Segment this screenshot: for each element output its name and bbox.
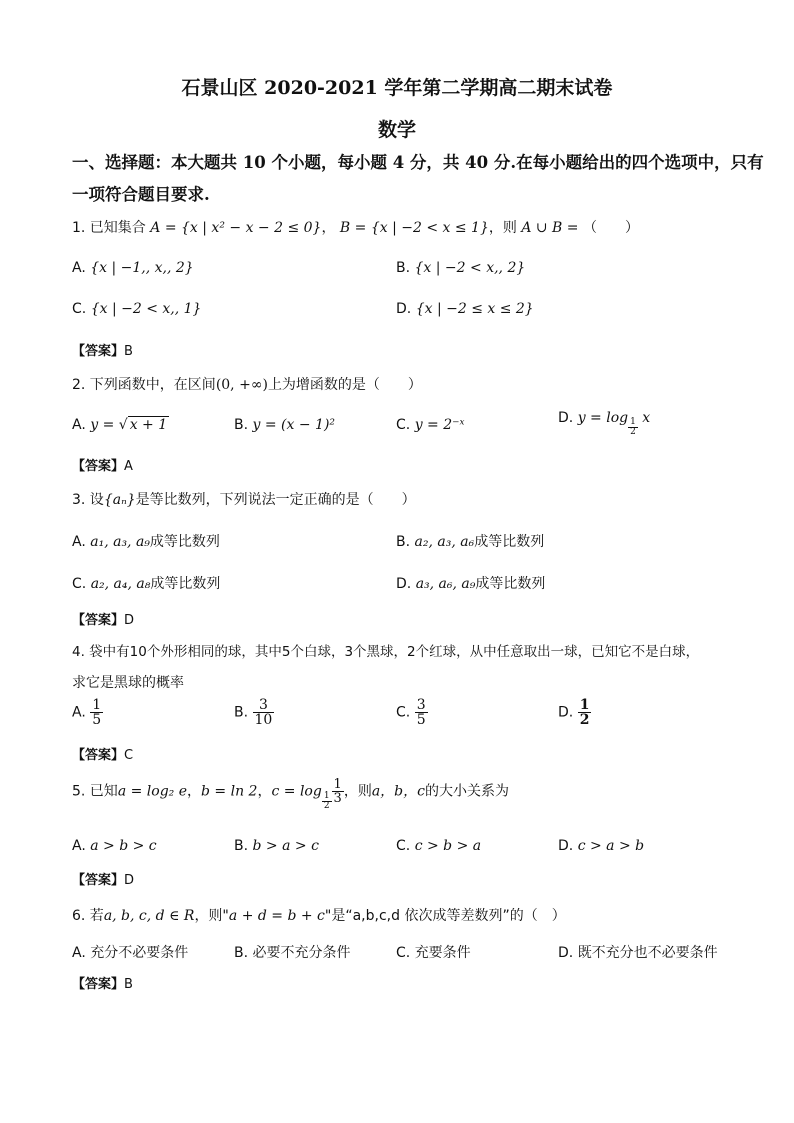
option-expr: a₂, a₄, a₈ xyxy=(90,576,151,592)
option-expr: a₁, a₃, a₉ xyxy=(90,534,150,550)
answer-value: B xyxy=(124,977,133,992)
option-text: {x | −2 < x,, 2} xyxy=(414,260,526,276)
fraction-denominator: 2 xyxy=(579,712,590,728)
q2-answer xyxy=(72,455,133,474)
q1-expr: A ∪ B = xyxy=(521,220,579,236)
option-fraction xyxy=(578,698,592,727)
q1-set-b: B = {x | −2 < x ≤ 1} xyxy=(339,220,489,236)
q3-option-a xyxy=(72,531,220,551)
fraction-numerator: 1 xyxy=(333,777,342,792)
fraction-numerator: 3 xyxy=(253,698,275,713)
q3-option-c xyxy=(72,573,220,593)
fraction-denominator: 5 xyxy=(416,712,426,728)
answer-tag: 【答案】 xyxy=(72,344,125,359)
q1-option-a xyxy=(72,260,194,276)
option-text: a > b > c xyxy=(90,838,157,854)
fraction-denominator: 2 xyxy=(323,800,330,811)
q6-option-c xyxy=(396,942,471,962)
q6-option-d xyxy=(558,942,718,962)
q2-option-c xyxy=(396,417,465,433)
option-label: B. xyxy=(234,704,249,721)
q6-vars: a, b, c, d ∈ R xyxy=(103,908,195,924)
option-text: y = log xyxy=(577,410,629,426)
section-heading-line1: 一、选择题：本大题共 10 个小题，每小题 4 分，共 40 分.在每小题给出的四个选项中，只有 xyxy=(72,153,764,172)
option-label: A. xyxy=(72,260,86,276)
option-label: D. xyxy=(558,410,574,426)
section-heading-line2: 一项符合题目要求. xyxy=(72,185,210,204)
q5-vars: a，b，c xyxy=(371,783,425,800)
option-text: y = (x − 1)² xyxy=(252,417,336,433)
option-text: 成等比数列 xyxy=(475,576,546,592)
q2-option-d xyxy=(558,410,650,437)
fraction-numerator: 1 xyxy=(92,697,102,713)
option-label: C. xyxy=(396,838,411,854)
q6-text-c: "是“a,b,c,d 依次成等差数列”的（ ） xyxy=(324,908,566,924)
q6-option-b xyxy=(234,942,351,962)
fraction-denominator: 10 xyxy=(254,712,273,728)
q6-option-a xyxy=(72,942,188,962)
q6-text: 6. 若 xyxy=(72,908,104,924)
q6-text-b: ，则" xyxy=(194,908,229,924)
q5-option-a xyxy=(72,838,157,854)
option-label: D. xyxy=(558,838,574,854)
q2-option-b xyxy=(234,417,335,433)
q1-text: 1. 已知集合 xyxy=(72,220,146,236)
option-text: b > a > c xyxy=(252,838,319,854)
option-label: B. xyxy=(396,534,411,550)
option-label: A. xyxy=(72,838,86,854)
answer-value: C xyxy=(124,748,134,763)
q1-text-b: ，则 xyxy=(488,220,517,236)
q5-answer xyxy=(72,869,134,888)
q4-option-a xyxy=(72,698,103,727)
option-label: C. xyxy=(396,704,411,721)
option-text: c > a > b xyxy=(577,838,645,854)
answer-value: D xyxy=(124,873,135,888)
log-argument-fraction xyxy=(332,778,344,805)
option-text: 既不充分也不必要条件 xyxy=(577,945,718,961)
option-label: A. xyxy=(72,534,86,550)
q3-text-b: 是等比数列，下列说法一定正确的是（ ） xyxy=(135,492,416,508)
q5-text-b: ，则 xyxy=(343,783,372,800)
answer-value: D xyxy=(124,613,135,628)
q1-option-d xyxy=(396,301,534,317)
q5-expr-c: c = log xyxy=(271,783,322,800)
log-base-fraction xyxy=(322,792,332,811)
log-base-fraction xyxy=(628,418,638,437)
fraction-denominator: 3 xyxy=(333,791,342,806)
q4-option-c xyxy=(396,698,428,727)
sqrt-symbol: √ x + 1 xyxy=(118,417,168,433)
q5-expr-a: a = log₂ e xyxy=(117,783,188,800)
answer-tag: 【答案】 xyxy=(72,459,125,474)
question-6-stem xyxy=(72,905,566,925)
option-label: D. xyxy=(396,576,412,592)
fraction-denominator: 5 xyxy=(92,712,102,728)
option-label: D. xyxy=(558,945,574,961)
option-label: A. xyxy=(72,945,86,961)
option-text: 成等比数列 xyxy=(474,534,545,550)
q3-seq: {aₙ} xyxy=(103,492,136,508)
question-3-stem xyxy=(72,489,416,509)
q3-option-d xyxy=(396,573,545,593)
answer-value: B xyxy=(124,344,133,359)
q3-option-b xyxy=(396,531,544,551)
q2-text: 2. 下列函数中，在区间 xyxy=(72,377,216,393)
q6-eq: a + d = b + c xyxy=(228,908,325,924)
sqrt-radicand: x + 1 xyxy=(129,417,168,433)
option-fraction xyxy=(90,698,103,727)
option-label: C. xyxy=(396,417,411,433)
answer-tag: 【答案】 xyxy=(72,873,125,888)
option-label: A. xyxy=(72,704,86,721)
option-fraction xyxy=(415,698,428,727)
question-4-stem-line2: 求它是黑球的概率 xyxy=(72,675,184,691)
option-label: C. xyxy=(396,945,411,961)
option-text: y = 2⁻ˣ xyxy=(414,417,465,433)
option-label: C. xyxy=(72,576,87,592)
exam-title: 石景山区 2020-2021 学年第二学期高二期末试卷 xyxy=(181,77,613,99)
q1-sep: ， xyxy=(321,220,336,236)
q4-answer xyxy=(72,744,133,763)
option-text: {x | −2 ≤ x ≤ 2} xyxy=(415,301,534,317)
fraction-numerator: 3 xyxy=(416,697,426,713)
q2-text-b: 上为增函数的是（ ） xyxy=(267,377,422,393)
q1-paren: （ ） xyxy=(582,220,639,236)
answer-tag: 【答案】 xyxy=(72,613,125,628)
option-text: {x | −1,, x,, 2} xyxy=(90,260,194,276)
question-2-stem xyxy=(72,374,422,394)
option-text: 必要不充分条件 xyxy=(252,945,351,961)
option-var: x xyxy=(642,410,651,426)
q1-set-a: A = {x | x² − x − 2 ≤ 0} xyxy=(150,220,322,236)
option-label: B. xyxy=(234,417,249,433)
q6-answer xyxy=(72,973,133,992)
option-label: B. xyxy=(234,945,249,961)
q2-interval: (0, +∞) xyxy=(215,377,268,393)
option-label: D. xyxy=(396,301,412,317)
q2-option-a xyxy=(72,417,169,433)
option-fraction xyxy=(253,698,275,727)
fraction-numerator: 1 xyxy=(630,417,636,427)
q1-answer xyxy=(72,340,133,359)
fraction-numerator: 1 xyxy=(323,790,330,801)
option-label: C. xyxy=(72,301,87,317)
fraction-denominator: 2 xyxy=(630,427,636,437)
answer-tag: 【答案】 xyxy=(72,748,125,763)
answer-value: A xyxy=(124,459,133,474)
option-text: y = xyxy=(90,417,119,433)
q5-text-c: 的大小关系为 xyxy=(424,783,509,800)
subject-title: 数学 xyxy=(377,119,416,141)
option-label: D. xyxy=(558,704,574,721)
fraction-numerator: 1 xyxy=(579,697,590,713)
option-text: 充分不必要条件 xyxy=(90,945,189,961)
q3-answer xyxy=(72,609,134,628)
q4-option-d xyxy=(558,698,591,727)
q5-text: 5. 已知 xyxy=(72,783,118,800)
q1-option-b xyxy=(396,260,525,276)
q3-text: 3. 设 xyxy=(72,492,104,508)
option-text: {x | −2 < x,, 1} xyxy=(90,301,202,317)
answer-tag: 【答案】 xyxy=(72,977,125,992)
q5-sep: ， xyxy=(257,783,272,800)
q5-option-d xyxy=(558,838,644,854)
option-text: 成等比数列 xyxy=(149,534,220,550)
q4-option-b xyxy=(234,698,274,727)
option-text: 充要条件 xyxy=(414,945,471,961)
question-5-stem xyxy=(72,778,509,811)
q1-option-c xyxy=(72,301,201,317)
option-text: c > b > a xyxy=(414,838,482,854)
question-1-stem xyxy=(72,217,639,237)
option-text: 成等比数列 xyxy=(150,576,221,592)
q5-option-c xyxy=(396,838,481,854)
option-label: A. xyxy=(72,417,86,433)
option-expr: a₂, a₃, a₆ xyxy=(414,534,475,550)
q5-expr-b: b = ln 2 xyxy=(201,783,258,800)
question-4-stem-line1: 4. 袋中有10个外形相同的球，其中5个白球，3个黑球，2个红球，从中任意取出一球，已知它不是白球， xyxy=(72,644,700,660)
option-label: B. xyxy=(396,260,411,276)
q5-option-b xyxy=(234,838,319,854)
q5-sep: ， xyxy=(187,783,202,800)
option-expr: a₃, a₆, a₉ xyxy=(415,576,476,592)
option-label: B. xyxy=(234,838,249,854)
